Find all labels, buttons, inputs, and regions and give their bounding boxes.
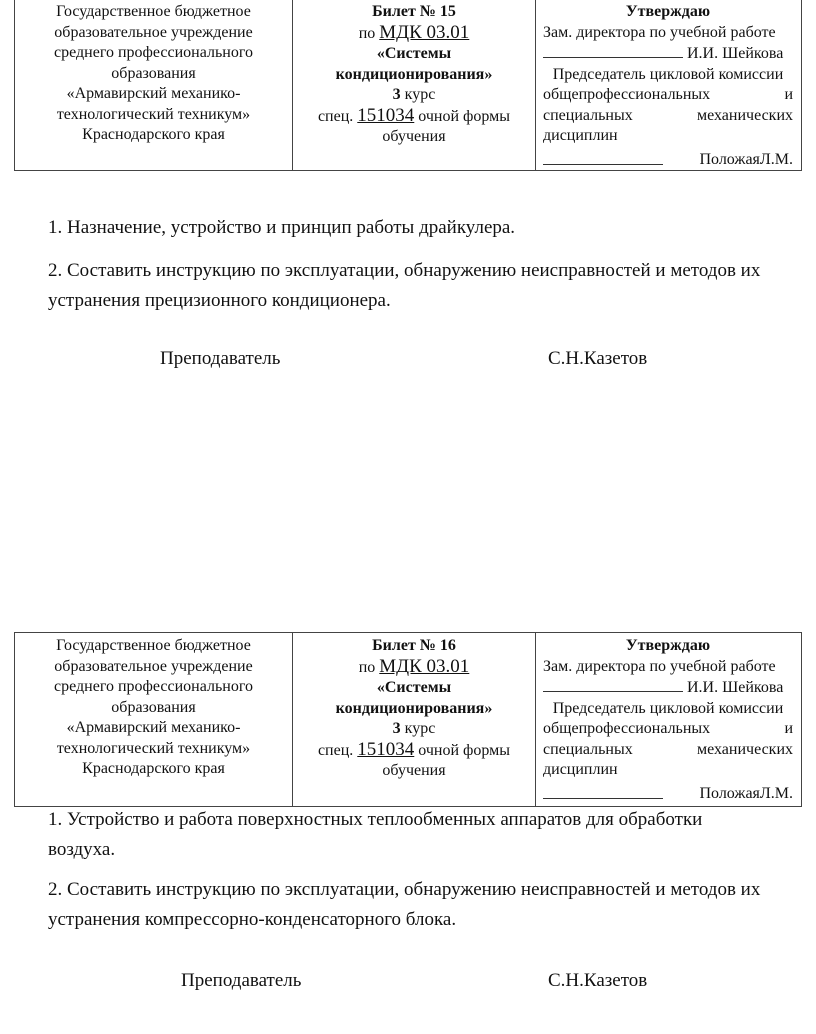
ticket-info-cell bbox=[293, 0, 536, 170]
org-line: «Армавирский механико- bbox=[66, 85, 241, 102]
chair-text: и bbox=[784, 86, 793, 103]
chair-text: механических bbox=[696, 740, 793, 758]
approval-cell bbox=[536, 0, 801, 170]
ticket-info-cell bbox=[293, 633, 536, 806]
org-line: Краснодарского края bbox=[82, 760, 225, 777]
teacher-label: Преподаватель bbox=[181, 970, 302, 991]
org-line: образовательное учреждение bbox=[54, 23, 253, 41]
chair-text: специальных bbox=[543, 106, 633, 124]
subject-line: «Системы bbox=[376, 679, 452, 696]
chair-text: дисциплин bbox=[543, 761, 618, 778]
ticket-title: Билет № 16 bbox=[372, 637, 456, 654]
signature-line bbox=[543, 43, 683, 58]
chair-name: ПоложаяЛ.М. bbox=[699, 150, 793, 168]
approve-heading: Утверждаю bbox=[625, 637, 711, 654]
chair-text: специальных bbox=[543, 740, 633, 758]
ticket-title: Билет № 15 bbox=[372, 3, 456, 20]
po-label: по bbox=[358, 24, 376, 42]
subject-line: кондиционирования» bbox=[335, 699, 493, 717]
deputy-title: Зам. директора по учебной работе bbox=[543, 23, 776, 41]
spec-code: 151034 bbox=[357, 738, 415, 760]
approval-cell bbox=[536, 633, 801, 806]
deputy-name: И.И. Шейкова bbox=[687, 679, 784, 696]
ticket-header-table bbox=[14, 0, 802, 171]
org-line: Краснодарского края bbox=[82, 126, 225, 143]
org-line: образования bbox=[111, 698, 196, 716]
form-label: обучения bbox=[382, 762, 446, 779]
org-line: образовательное учреждение bbox=[54, 657, 253, 675]
subject-line: кондиционирования» bbox=[335, 65, 493, 83]
signature-line bbox=[543, 150, 663, 165]
deputy-name: И.И. Шейкова bbox=[687, 45, 784, 62]
chair-name: ПоложаяЛ.М. bbox=[699, 784, 793, 802]
po-label: по bbox=[358, 658, 376, 676]
organization-cell bbox=[15, 0, 293, 170]
org-line: «Армавирский механико- bbox=[66, 719, 241, 736]
form-label: обучения bbox=[382, 128, 446, 145]
subject-line: «Системы bbox=[376, 45, 452, 62]
teacher-label: Преподаватель bbox=[160, 348, 281, 369]
spec-label: спец. bbox=[317, 107, 354, 125]
mdk-code: МДК 03.01 bbox=[379, 21, 470, 43]
chair-text: механических bbox=[696, 106, 793, 124]
organization-cell bbox=[15, 633, 293, 806]
course-label: курс bbox=[404, 86, 436, 103]
course-number: 3 bbox=[392, 720, 401, 737]
org-line: Государственное бюджетное bbox=[56, 3, 251, 20]
org-line: образования bbox=[111, 64, 196, 82]
chair-text: дисциплин bbox=[543, 127, 618, 144]
question-2: 2. Составить инструкцию по эксплуатации, обнаружению неисправностей и методов их устранения компрессорно-конденсаторного блока. bbox=[48, 879, 761, 930]
org-line: Государственное бюджетное bbox=[56, 637, 251, 654]
approve-heading: Утверждаю bbox=[625, 3, 711, 20]
chair-title: Председатель цикловой комиссии bbox=[552, 65, 784, 83]
form-label: очной формы bbox=[418, 107, 511, 125]
org-line: технологический техникум» bbox=[56, 739, 251, 757]
teacher-name: С.Н.Казетов bbox=[548, 348, 648, 369]
course-label: курс bbox=[404, 720, 436, 737]
teacher-name: С.Н.Казетов bbox=[548, 970, 648, 991]
form-label: очной формы bbox=[418, 741, 511, 759]
org-line: среднего профессионального bbox=[54, 678, 253, 695]
chair-text: общепрофессиональных bbox=[543, 720, 711, 737]
chair-text: общепрофессиональных bbox=[543, 86, 711, 103]
course-number: 3 bbox=[392, 86, 401, 103]
spec-code: 151034 bbox=[357, 104, 415, 126]
question-1: 1. Устройство и работа поверхностных теплообменных аппаратов для обработки воздуха. bbox=[48, 809, 703, 860]
chair-title: Председатель цикловой комиссии bbox=[552, 699, 784, 717]
signature-line bbox=[543, 784, 663, 799]
ticket-header-table bbox=[14, 632, 802, 807]
mdk-code: МДК 03.01 bbox=[379, 655, 470, 677]
deputy-title: Зам. директора по учебной работе bbox=[543, 657, 776, 675]
question-2: 2. Составить инструкцию по эксплуатации, обнаружению неисправностей и методов их устранения прецизионного кондиционера. bbox=[48, 260, 761, 311]
org-line: среднего профессионального bbox=[54, 44, 253, 61]
org-line: технологический техникум» bbox=[56, 105, 251, 123]
signature-line bbox=[543, 677, 683, 692]
question-1: 1. Назначение, устройство и принцип работы драйкулера. bbox=[48, 217, 516, 238]
chair-text: и bbox=[784, 720, 793, 737]
spec-label: спец. bbox=[317, 741, 354, 759]
